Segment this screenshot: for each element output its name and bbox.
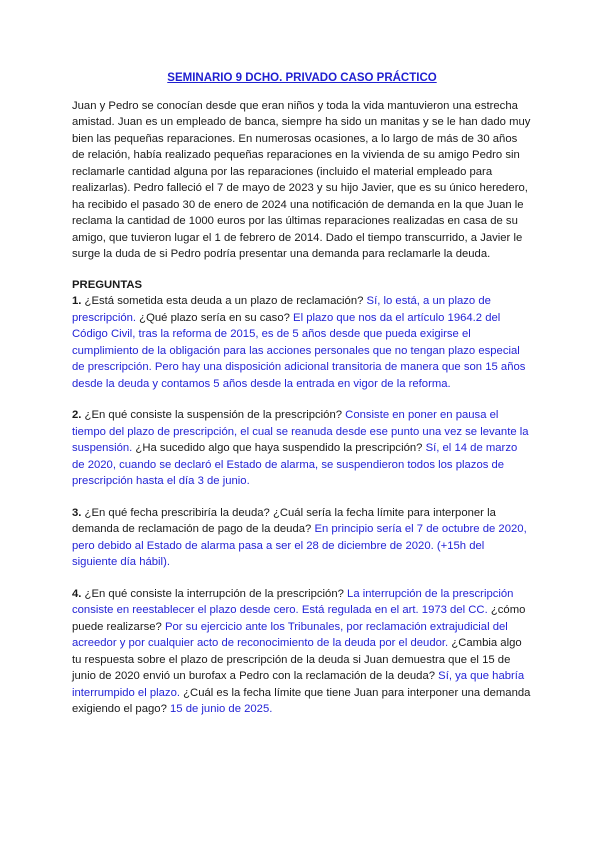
answer-text: Sí, ya que habría interrumpido el plazo. xyxy=(72,670,525,699)
answer-text: Consiste en poner en pausa el tiempo del plazo de prescripción, el cual se reanuda desde ese punto una vez se levante la suspensión. xyxy=(72,409,529,454)
question-number: 2. xyxy=(72,409,82,421)
answer-text: Sí, el 14 de marzo de 2020, cuando se declaró el Estado de alarma, se suspendieron todos los plazos de prescripción hasta el día 3 de junio. xyxy=(72,442,518,487)
question-text: ¿Cuál es la fecha límite que tiene Juan para interponer una demanda exigiendo el pago? xyxy=(72,686,531,715)
answer-text: Sí, lo está, a un plazo de prescripción. xyxy=(72,295,491,324)
question-text: ¿Ha sucedido algo que haya suspendido la prescripción? xyxy=(132,442,426,454)
case-statement: Juan y Pedro se conocían desde que eran niños y toda la vida mantuvieron una estrecha amistad. Juan es un empleado de banca, siempre ha sido un manitas y se le han dado muy bien las pequeñas reparaciones. En numerosas ocasiones, a lo largo de más de 30 años de relación, había realizado pequeñas reparaciones en la vivienda de su amigo Pedro sin reclamarle cantidad alguna por las reparaciones (incluido el material empleado para realizarlas). Pedro falleció el 7 de mayo de 2023 y su hijo Javier, que es su único heredero, ha recibido el pasado 30 de enero de 2024 una notificación de demanda en la que Juan le reclama la cantidad de 1000 euros por las últimas reparaciones realizadas en casa de su amigo, que tuvieron lugar el 1 de febrero de 2014. Dado el tiempo transcurrido, a Javier le surge la duda de si Pedro podría presentar una demanda para reclamarle la deuda. xyxy=(72,99,531,260)
question-1 xyxy=(72,293,532,392)
answer-text: Por su ejercicio ante los Tribunales, por reclamación extrajudicial del acreedor y por cualquier acto de reconocimiento de la deuda por el deudor. xyxy=(72,620,508,649)
answer-text: En principio sería el 7 de octubre de 2020, pero debido al Estado de alarma pasa a ser el 28 de diciembre de 2020. (+15h del siguiente día hábil). xyxy=(72,523,527,568)
question-text: ¿cómo puede realizarse? xyxy=(72,604,526,633)
question-text: ¿En qué consiste la interrupción de la prescripción? xyxy=(81,587,348,600)
answer-text: El plazo que nos da el artículo 1964.2 del Código Civil, tras la reforma de 2015, es de 5 años desde que pueda exigirse el cumplimiento de la obligación para las acciones personales que no tengan plazo especial de prescripción. Pero hay una disposición adicional transitoria de manera que son 15 años desde la deuda y contamos 5 años desde la entrada en vigor de la reforma. xyxy=(72,311,526,390)
question-4 xyxy=(72,586,532,718)
question-number: 1. xyxy=(72,295,82,307)
answer-text: 15 de junio de 2025. xyxy=(170,703,273,715)
question-text: ¿En qué fecha prescribiría la deuda? ¿Cuál sería la fecha límite para interponer la demanda de reclamación de pago de la deuda? xyxy=(72,506,496,535)
document-title: SEMINARIO 9 DCHO. PRIVADO CASO PRÁCTICO xyxy=(167,72,437,84)
questions-heading: PREGUNTAS xyxy=(72,278,143,291)
question-2 xyxy=(72,407,532,490)
question-number: 4. xyxy=(72,587,82,600)
question-3 xyxy=(72,505,532,571)
answer-text: La interrupción de la prescripción consiste en reestablecer el plazo desde cero. Está regulada en el art. 1973 del CC. xyxy=(72,587,514,616)
question-number: 3. xyxy=(72,506,82,519)
question-text: ¿Está sometida esta deuda a un plazo de reclamación? xyxy=(81,295,367,307)
question-text: ¿Cambia algo tu respuesta sobre el plazo de prescripción de la deuda si Juan demuestra que el 15 de junio de 2020 envió un burofax a Pedro con la reclamación de la deuda? xyxy=(72,637,522,682)
question-text: ¿Qué plazo sería en su caso? xyxy=(136,311,294,324)
question-text: ¿En qué consiste la suspensión de la prescripción? xyxy=(81,409,346,421)
document-page xyxy=(72,70,532,733)
